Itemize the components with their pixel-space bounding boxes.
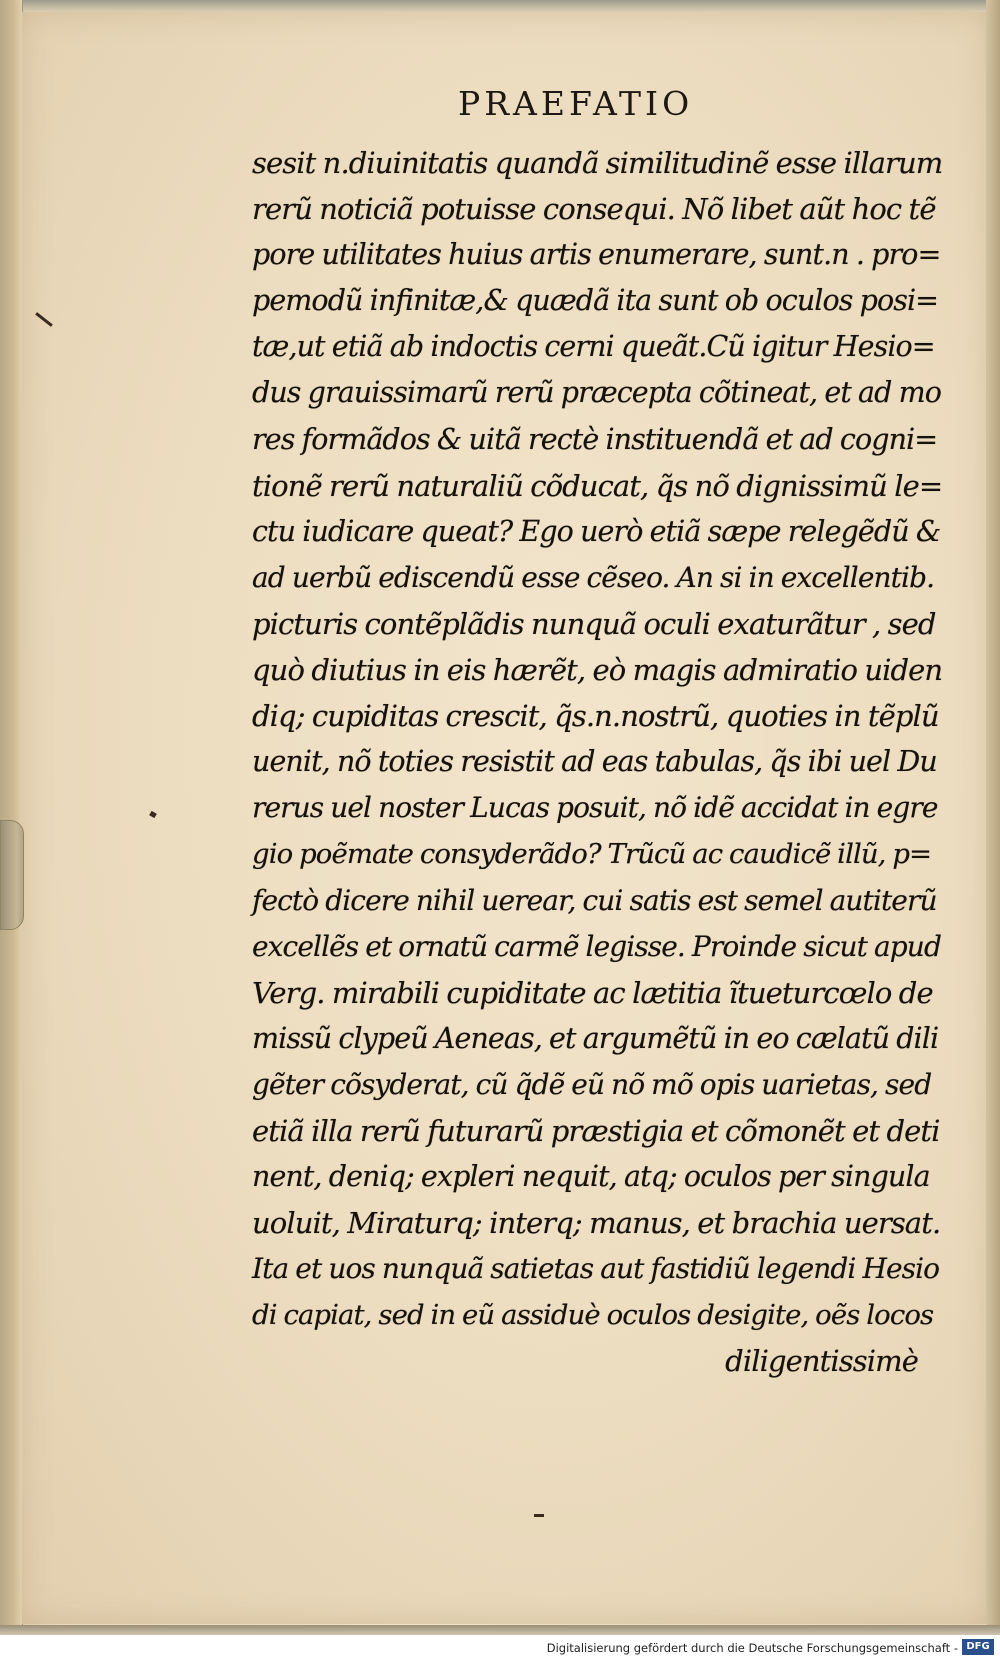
page-bottom-edge xyxy=(0,1625,1000,1635)
book-fore-edge xyxy=(986,0,1000,1625)
text-line: tæ,ut etiã ab indoctis cerni queãt.Cũ igitur Hesio= xyxy=(252,330,935,364)
ink-speck xyxy=(534,1514,544,1517)
text-line: Ita et uos nunquã satietas aut fastidiũ legendi Hesio xyxy=(252,1252,940,1286)
text-line: Verg. mirabili cupiditate ac lætitia ĩtueturcœlo de xyxy=(252,975,933,1010)
text-line: fectò dicere nihil uerear, cui satis est semel autiterũ xyxy=(252,883,937,917)
text-line: diq; cupiditas crescit, q̃s.n.nostrũ, quoties in tẽplũ xyxy=(252,699,939,734)
text-line: ad uerbũ ediscendũ esse cẽseo. An si in excellentib. xyxy=(252,560,935,594)
text-line: missũ clypeũ Aeneas, et argumẽtũ in eo cælatũ dili xyxy=(252,1021,939,1055)
text-line: gẽter cõsyderat, cũ q̃dẽ eũ nõ mõ opis uarietas, sed xyxy=(252,1067,932,1101)
text-line: rerus uel noster Lucas posuit, nõ idẽ accidat in egre xyxy=(252,791,938,825)
text-line: res formãdos & uitã rectè instituendã et ad cogni= xyxy=(252,422,938,456)
text-line: dus grauissimarũ rerũ præcepta cõtineat, et ad mo xyxy=(252,376,942,410)
text-line: gio poẽmate consyderãdo? Trũcũ ac caudicẽ illũ, p= xyxy=(252,838,932,871)
text-line: excellẽs et ornatũ carmẽ legisse. Proinde sicut apud xyxy=(252,929,941,963)
text-line: pore utilitates huius artis enumerare, sunt.n . pro= xyxy=(252,238,941,272)
text-line: ctu iudicare queat? Ego uerò etiã sæpe relegẽdũ & xyxy=(252,514,941,548)
book-spine-edge xyxy=(0,0,23,1625)
text-line: uenit, nõ toties resistit ad eas tabulas, q̃s ibi uel Du xyxy=(252,745,937,779)
text-line: tionẽ rerũ naturaliũ cõducat, q̃s nõ dignissimũ le= xyxy=(252,468,943,503)
text-line: uoluit, Miraturq; interq; manus, et brachia uersat. xyxy=(252,1206,941,1241)
dfg-logo: DFG xyxy=(962,1639,994,1655)
text-line: rerũ noticiã potuisse consequi. Nõ libet aũt hoc tẽ xyxy=(252,192,936,227)
text-line: etiã illa rerũ futurarũ præstigia et cõmonẽt et deti xyxy=(252,1113,940,1148)
binding-tab xyxy=(0,820,24,930)
text-line: sesit n.diuinitatis quandã similitudinẽ esse illarum xyxy=(252,146,943,180)
text-line: quò diutius in eis hærẽt, eò magis admiratio uiden xyxy=(252,653,943,688)
digitization-credit: Digitalisierung gefördert durch die Deutsche Forschungsgemeinschaft - xyxy=(546,1641,958,1655)
text-line: di capiat, sed in eũ assiduè oculos desigite, oẽs locos xyxy=(252,1299,934,1332)
text-line: pemodũ infinitæ,& quædã ita sunt ob oculos posi= xyxy=(252,284,939,318)
text-line: picturis contẽplãdis nunquã oculi exaturãtur , sed xyxy=(252,606,936,641)
running-heading: PRAEFATIO xyxy=(458,84,694,123)
body-text xyxy=(252,140,942,1385)
text-line: diligentissimè xyxy=(725,1344,918,1379)
text-line: nent, deniq; expleri nequit, atq; oculos per singula xyxy=(252,1160,930,1194)
